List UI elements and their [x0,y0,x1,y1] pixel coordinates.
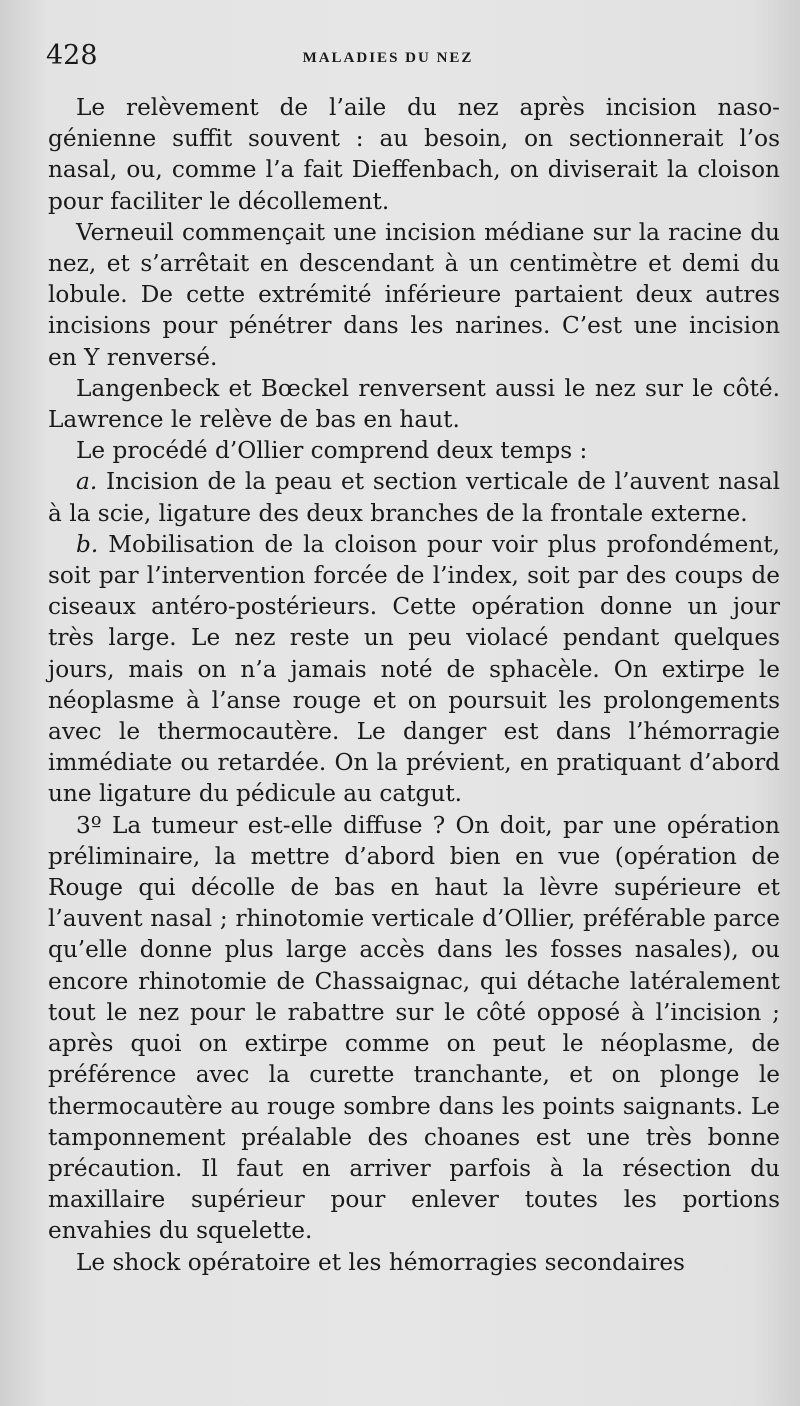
paragraph-langenbeck: Langenbeck et Bœckel renversent aussi le nez sur le côté. Lawrence le relève de bas en haut. [48,374,780,434]
paragraph-ollier: Le procédé d’Ollier comprend deux temps : [76,437,588,465]
paragraph-tumeur-diffuse: 3º La tumeur est-elle diffuse ? On doit, par une opération préliminaire, la mettre d’abord bien en vue (opération de Rouge qui décolle de bas en haut la lèvre supérieure et l’auvent nasal ; rhinotomie verticale d’Ollier, préférable parce qu’elle donne plus large accès dans les fosses nasales), ou encore rhinotomie de Chassaignac, qui détache latéralement tout le nez pour le rabattre sur le côté opposé à l’incision ; après quoi on extirpe comme on peut le néoplasme, de préférence avec la curette tranchante, et on plonge le thermocautère au rouge sombre dans les points saignants. Le tamponnement préalable des choanes est une très bonne précaution. Il faut en arriver parfois à la résection du maxillaire supérieur pour enlever toutes les portions envahies du squelette. [48,811,780,1245]
paragraph-shock: Le shock opératoire et les hémorragies secondaires [76,1248,685,1276]
list-text-b: Mobilisation de la cloison pour voir plus profondément, soit par l’intervention forcée de l’index, soit par des coups de ciseaux antéro-postérieurs. Cette opération donne un jour très large. Le nez reste un peu violacé pendant quelques jours, mais on n’a jamais noté de sphacèle. On extirpe le néoplasme à l’anse rouge et on poursuit les prolongements avec le thermocautère. Le danger est dans l’hémorragie immédiate ou retardée. On la prévient, en pratiquant d’abord une ligature du pédicule au catgut. [48,530,780,808]
paragraph-dieffenbach: Le relèvement de l’aile du nez après incision naso-génienne suffit souvent : au besoin, on sectionnerait l’os nasal, ou, comme l’a fait Dieffenbach, on diviserait la cloison pour faciliter le décollement. [48,94,780,215]
page-number: 428 [46,40,98,71]
paragraph-verneuil: Verneuil commençait une incision médiane sur la racine du nez, et s’arrêtait en descendant à un centimètre et demi du lobule. De cette extrémité inférieure partaient deux autres incisions pour pénétrer dans les narines. C’est une incision en Y renversé. [48,218,780,371]
body-text [48,92,780,1278]
running-head: MALADIES DU NEZ [302,50,474,66]
list-item-b [48,529,780,810]
list-marker-a: a. [76,468,98,496]
page-header [46,40,770,80]
list-item-a [48,466,780,528]
list-marker-b: b. [76,530,99,558]
list-text-a: Incision de la peau et section verticale de l’auvent nasal à la scie, ligature des deux branches de la frontale externe. [48,468,780,527]
